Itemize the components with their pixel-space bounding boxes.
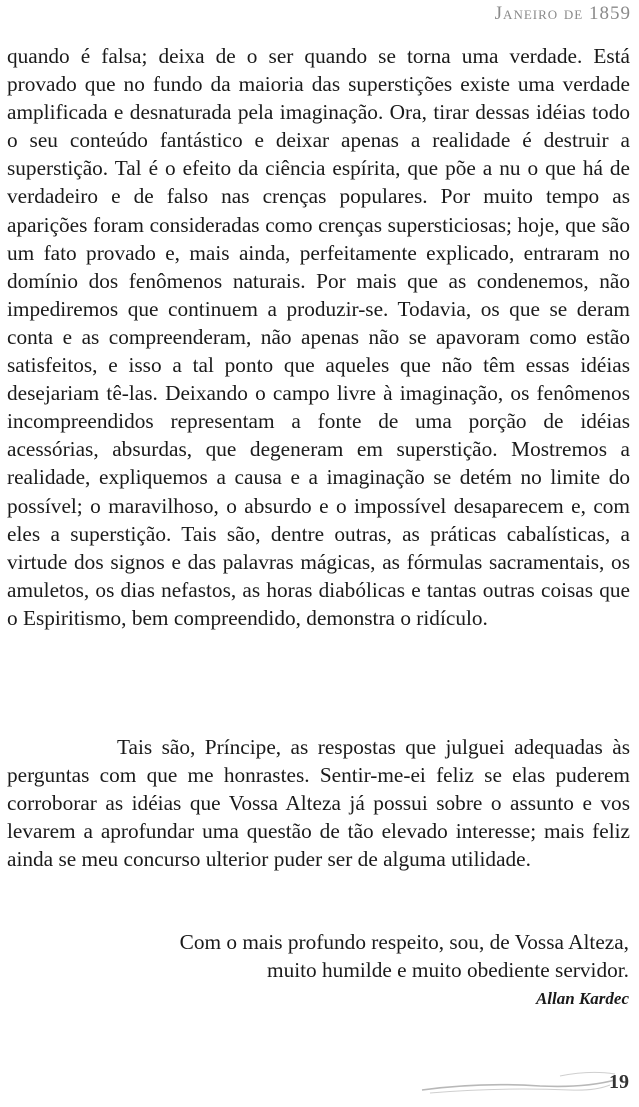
- signature: Allan Kardec: [535, 989, 629, 1009]
- running-header: Janeiro de 1859: [494, 3, 631, 24]
- body-paragraph-1: quando é falsa; deixa de o ser quando se torna uma verdade. Está provado que no fundo da maioria das superstições existe uma verdade amplificada e desnaturada pela imaginação. Ora, tirar dessas idéias todo o seu conteúdo fantástico e deixar apenas a realidade é destruir a superstição. Tal é o efeito da ciência espírita, que põe a nu o que há de verdadeiro e de falso nas crenças populares. Por muito tempo as aparições foram consideradas como crenças supersticiosas; hoje, que são um fato provado e, mais ainda, perfeitamente explicado, entraram no domínio dos fenômenos naturais. Por mais que as condenemos, não impediremos que continuem a produzir-se. Todavia, os que se deram conta e as compreenderam, não apenas não se apavoram como estão satisfeitos, e isso a tal ponto que aqueles que não têm essas idéias desejariam tê-las. Deixando o campo livre à imaginação, os fenômenos incompreendidos representam a fonte de uma porção de idéias acessórias, absurdas, que degeneram em superstição. Mostremos a realidade, expliquemos a causa e a imaginação se detém no limite do possível; o maravilhoso, o absurdo e o impossível desaparecem e, com eles a superstição. Tais são, dentre outras, as práticas cabalísticas, a virtude dos signos e das palavras mágicas, as fórmulas sacramentais, os amuletos, os dias nefastos, as horas diabólicas e tantas outras coisas que o Espiritismo, bem compreendido, demonstra o ridículo.: [7, 44, 630, 630]
- closing-line-2: muito humilde e muito obediente servidor.: [267, 958, 629, 983]
- body-paragraph-2: Tais são, Príncipe, as respostas que julguei adequadas às perguntas com que me honrastes. Sentir-me-ei feliz se elas puderem corroborar as idéias que Vossa Alteza já possui sobre o assunto e vos levarem a aprofundar uma questão de tão elevado interesse; mais feliz ainda se meu concurso ulterior puder ser de alguma utilidade.: [7, 735, 630, 872]
- page-ornament-icon: [420, 1068, 620, 1098]
- page-number: 19: [609, 1071, 629, 1093]
- closing-block: [180, 928, 629, 1010]
- closing-line-1: Com o mais profundo respeito, sou, de Vossa Alteza,: [179, 930, 629, 954]
